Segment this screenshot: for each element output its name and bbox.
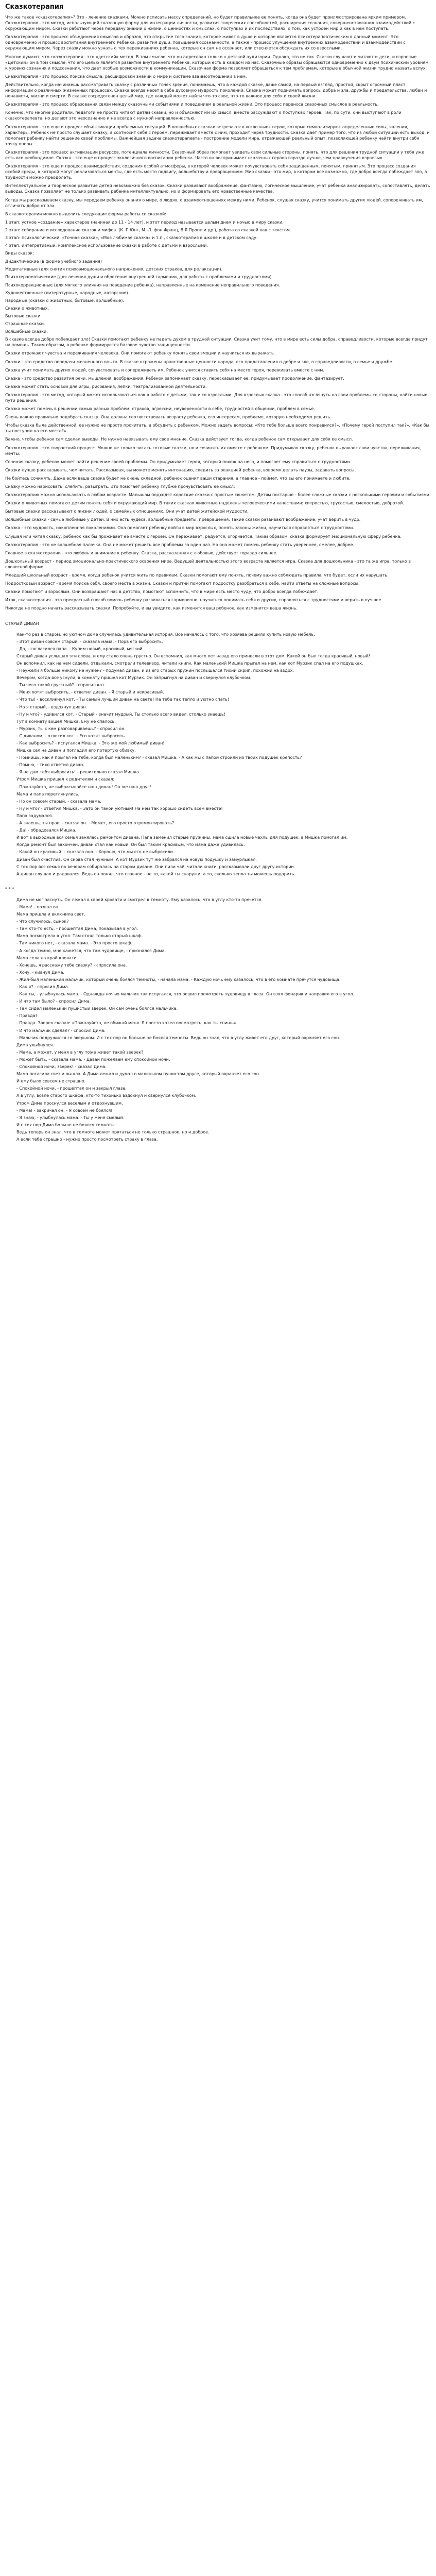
list-item: 3 этап: психологический: «Точная сказка», «Моя любимая сказка» и т.п., сказкотерапия в школе и в детском саду. xyxy=(5,235,258,240)
article-title: Сказкотерапия xyxy=(5,3,64,11)
list-item: 4 этап: интегративный: комплексное использование сказки в работе с детьми и взрослыми. xyxy=(5,243,208,248)
story-line: - Как я? - спросил Дима. xyxy=(16,985,69,989)
story-line: Старый диван услышал эти слова, и ему стало очень грустно. Он вспомнил, как много лет назад его принесли в этот дом. Какой он был тогда красивый, новый! xyxy=(16,653,371,658)
paragraph: Сказки о животных помогают детям понять себя и окружающий мир. В таких сказках животные наделены человеческими качествами: хитростью, трусостью, смелостью, добротой. xyxy=(5,501,404,506)
story-line: - Что ты! - воскликнул кот. - Ты самый лучший диван на свете! На тебе так тепло и уютно спать! xyxy=(16,697,230,702)
paragraph: Интеллектуальное и творческое развитие детей невозможно без сказок. Сказки развивают воображение, фантазию, логическое мышление, учат ребенка анализировать, сопоставлять, делать выводы. Сказка позволяет не только развивать ребенка интеллектуально, но и формировать его нравственные качества. xyxy=(5,183,430,194)
story-line: И вот в выходные вся семья занялась ремонтом дивана. Папа заменил старые пружины, мама сшила новые чехлы для подушек, а Мишка помогал им. xyxy=(16,835,348,840)
paragraph: Сочиняя сказку, ребенок может найти решение своей проблемы. Он придумывает героя, который похож на него, и помогает ему справиться с трудностями. xyxy=(5,459,352,464)
paragraph: Сказкотерапия - это не волшебная палочка. Она не может решить все проблемы за один раз. Но она может помочь ребенку стать увереннее, смелее, добрее. xyxy=(5,542,355,547)
story-line: - Там сидел маленький пушистый зверек. Он сам очень боялся мальчика. xyxy=(16,1006,178,1011)
story-line: - Ну и что? - ответил Мишка. - Зато он такой уютный! На нем так хорошо сидеть всем вместе! xyxy=(16,806,223,811)
paragraph: В сказке всегда добро побеждает зло! Сказки помогают ребенку не падать духом в трудной ситуации. Сказка учит тому, что в мире есть силы добра, справедливости, которые всегда придут на помощь. Таким образом, в ребенке формируется базовое чувство защищенности. xyxy=(5,337,428,348)
story-line: - Хочешь, я расскажу тебе сказку? - спросила она. xyxy=(16,962,127,968)
story-line: - Хочу, - кивнул Дима. xyxy=(16,970,65,975)
story-line: Тут в комнату вошел Мишка. Ему не спалось. xyxy=(16,719,116,724)
story-line: - Правда. Зверек сказал: «Пожалуйста, не обижай меня. Я просто хотел посмотреть, как ты спишь». xyxy=(16,1021,238,1026)
intro-section xyxy=(5,14,431,209)
story-line: Утром Мишка пришел к родителям и сказал: xyxy=(16,777,115,782)
paragraph: Итак, сказкотерапия - это прекрасный способ помочь ребенку развиваться гармонично, научиться понимать себя и других, справляться с трудностями и верить в лучшее. xyxy=(5,598,382,603)
story-line: Утром Дима проснулся веселым и отдохнувшим. xyxy=(16,1100,123,1106)
story-line: - А знаешь, ты прав, - сказал он. - Может, его просто отремонтировать? xyxy=(16,821,175,826)
paragraph: Конечно, что многие родители, педагоги не просто читают детям сказки, но и объясняют им их смысл, вместе рассуждают о поступках героев. Так, по сути, они выступают в роли сказкотерапевта, но делают это неосознанно и не всегда с нужной направленностью. xyxy=(5,110,402,121)
story-line: - Спокойной ночи, зверек! - сказал Дима. xyxy=(16,1064,107,1070)
paragraph: Волшебные сказки - самые любимые у детей. В них есть чудеса, волшебные предметы, превращения. Такие сказки развивают воображение, учат верить в чудо. xyxy=(5,517,361,522)
paragraph: Сказка учит понимать других людей, сочувствовать и сопереживать им. Ребенок учится ставить себя на место героя, переживать вместе с ним. xyxy=(5,367,324,372)
forms-heading: В сказкотерапии можно выделить следующие формы работы со сказкой: xyxy=(5,211,166,216)
story-line: Мама пришла и включила свет. xyxy=(16,912,85,917)
story2-section xyxy=(5,897,431,1142)
paragraph: Сказку можно нарисовать, слепить, разыграть. Это помогает ребенку глубже прочувствовать ее смысл. xyxy=(5,484,235,489)
paragraph: Сказки лучше рассказывать, чем читать. Рассказывая, вы можете менять интонацию, следить за реакцией ребенка, вовремя делать паузы, задавать вопросы. xyxy=(5,467,356,472)
story-line: - Ну и что? - удивился кот. - Старый - значит мудрый. Ты столько всего видел, столько знаешь! xyxy=(16,711,225,717)
paragraph: Сказкотерапия - это еще и процесс объективации проблемных ситуаций. В волшебных сказках встречаются «сквозные» герои, которые символизируют определенные силы, явления, характеры. Ребенок не просто слушает сказку, а соотносит себя с героем, переживает вместе с ним, проходит через трудности. Сказка дает пример того, что из любой ситуации есть выход, и помогает ребенку найти решение своей проблемы. Важнейшая задача сказкотерапевта - построение модели мира, отражающей реальный опыт, позволяющей ребенку найти внутри себя точку опоры. xyxy=(5,124,430,146)
story-line: - Там кто-то есть, - прошептал Дима, показывая в угол. xyxy=(16,926,138,931)
story-line: Папа задумался. xyxy=(16,813,53,818)
paragraph: Сказки - это средство передачи жизненного опыта. В сказке отражены нравственные ценности народа, его представления о добре и зле, о справедливости, о семье и дружбе. xyxy=(5,359,394,364)
story-line: - Жил-был маленький мальчик, который очень боялся темноты, - начала мама. - Каждую ночь ему казалось, что в его комнате прячутся чудовища. xyxy=(16,977,341,982)
story-line: - Этот диван совсем старый, - сказала мама. - Пора его выбросить. xyxy=(16,639,163,644)
story-line: А если тебе страшно - нужно просто посмотреть страху в глаза. xyxy=(16,1137,158,1142)
story-line: А в углу, возле старого шкафа, кто-то тихонько вздохнул и свернулся клубочком. xyxy=(16,1093,197,1098)
story-line: - И что мальчик сделал? - спросил Дима. xyxy=(16,1028,106,1033)
types-heading: Виды сказок: xyxy=(5,251,34,256)
types-section xyxy=(5,250,431,334)
paragraph: Сказкотерапия - это процесс образования связи между сказочными событиями и поведением в реальной жизни. Это процесс переноса сказочных смыслов в реальность. xyxy=(5,102,379,107)
story-line: - Ты чего такой грустный? - спросил кот. xyxy=(16,683,106,688)
paragraph: Что же такое «сказкотерапия»? Это - лечение сказками. Можно исписать массу определений, но будет правильнее ее понять, когда она будет проиллюстрирована ярким примером. Сказкотерапия - это метод, использующий сказочную форму для интеграции личности, развития творческих способностей, расширения сознания, совершенствования взаимодействий с окружающим миром. Сказки работают через передачу знаний о жизни, о ценностях и смыслах, о поступках и их последствиях, о том, как устроен мир и как в нем поступать. xyxy=(5,15,415,31)
paragraph: Подростковый возраст - время поиска себя, своего места в жизни. Сказки и притчи помогают подростку разобраться в себе, найти ответы на сложные вопросы. xyxy=(5,581,360,586)
body-section xyxy=(5,336,431,611)
paragraph: Важно, чтобы ребенок сам сделал выводы. Не нужно навязывать ему свое мнение. Сказка действует тогда, когда ребенок сам открывает для себя ее смысл. xyxy=(5,437,353,442)
list-item: 1 этап: устное «создание» характеров (начиная до 11 - 14 лет), и этот период называется целым днем и ночью в миру сказки. xyxy=(5,219,284,225)
story-line: - И что там было? - спросил Дима. xyxy=(16,999,91,1004)
story-line: - Неужели я больше никому не нужен? - подумал диван, и из его старых пружин послышался тихий скрип, похожий на вздох. xyxy=(16,668,294,673)
story-line: - Я не дам тебя выбросить! - решительно сказал Мишка. xyxy=(16,770,141,775)
paragraph: Чтобы сказка была действенной, ее нужно не просто прочитать, а обсудить с ребенком. Можно задать вопросы: «Кто тебе больше всего понравился?», «Почему герой поступил так?», «Как бы ты поступил на его месте?». xyxy=(5,423,429,434)
paragraph: Сказка может стать основой для игры, рисования, лепки, театрализованной деятельности. xyxy=(5,384,207,389)
paragraph: Многие думают, что сказкотерапия - это «детский» метод. В том смысле, что он адресован только к детской аудитории. Однако, это не так. Сказки слушают и читают и дети, и взрослые. «Детский» он в том смысле, что его целью является развитие внутреннего Ребенка, который есть в каждом из нас. Сказочные образы обращаются одновременно к двум психическим уровням: к уровню сознания и подсознания, что дает особые возможности в коммуникации. Сказочная форма позволяет обращаться к тем проблемам, которые в обычной жизни трудно назвать вслух. xyxy=(5,54,430,71)
paragraph: Сказки помогают и взрослым. Они возвращают нас в детство, помогают вспомнить, что в мире есть место чуду, что добро всегда побеждает. xyxy=(5,589,319,595)
story-line: Дима улыбнулся. xyxy=(16,1042,54,1047)
article-page xyxy=(0,0,436,1154)
story-line: - Мама! - закричал он. - Я совсем не боялся! xyxy=(16,1108,113,1113)
story-line: - С диваном, - ответил кот. - Его хотят выбросить. xyxy=(16,733,126,738)
paragraph: Действительно, когда начинаешь рассматривать сказку с различных точек зрения, понимаешь, что в каждой сказке, даже самой, на первый взгляд, простой, скрыт огромный пласт информации о различных жизненных процессах. Сказка всегда несет в себе духовную мудрость поколений. Сказка может поднимать вопросы добра и зла, дружбы и предательства, любви и ненависти, жизни и смерти. В сказке сосредоточен целый мир, где каждый может найти что-то свое, что-то важное для себя и своей жизни. xyxy=(5,82,427,99)
story-line: - Спокойной ночи, - прошептал он и закрыл глаза. xyxy=(16,1086,127,1091)
list-item: Художественные (литературные, народные, авторские). xyxy=(5,290,130,295)
story-line: С тех пор вся семья по вечерам собиралась на старом диване. Они пили чай, читали книги, рассказывали друг другу истории. xyxy=(16,864,295,869)
list-item: 2 этап: собирание и исследование сказок и мифов. (К.-Г.Юнг, М.-Л. фон Франц, В.Я.Пропп и др.), работа со сказкой как с текстом. xyxy=(5,227,291,232)
story-line: - Мурзик, ты с кем разговариваешь? - спросил он. xyxy=(16,726,126,731)
story-section xyxy=(5,632,431,877)
story-line: - Помнишь, как я прыгал на тебе, когда был маленьким? - сказал Мишка. - А как мы с папой строили из твоих подушек крепость? xyxy=(16,755,302,760)
story-line: Диван был счастлив. Он снова стал нужным. А кот Мурзик тут же забрался на новую подушку и замурлыкал. xyxy=(16,857,257,862)
paragraph: Не бойтесь сочинять. Даже если ваша сказка будет не очень складной, ребенок оценит ваши старания, а главное - поймет, что вы его понимаете и любите. xyxy=(5,476,351,481)
story-line: - Пожалуйста, не выбрасывайте наш диван! Он же наш друг! xyxy=(16,784,151,789)
story-line: Мама посмотрела в угол. Там стоял только старый шкаф. xyxy=(16,934,143,939)
section-separator: * * * xyxy=(5,886,14,891)
story-line: Мама села на край кровати. xyxy=(16,955,78,960)
story-line: - Но он совсем старый, - сказала мама. xyxy=(16,799,101,804)
story-line: Ведь теперь он знал, что в темноте может прятаться не только страшное, но и доброе. xyxy=(16,1129,210,1134)
list-item: Страшные сказки. xyxy=(5,321,45,327)
list-item: Бытовые сказки. xyxy=(5,313,42,318)
paragraph: Никогда не поздно начать рассказывать сказки. Попробуйте, и вы увидите, как изменится ваш ребенок, как изменится ваша жизнь. xyxy=(5,606,298,611)
story-line: - Да, - согласился папа. - Купим новый, красивый, мягкий. xyxy=(16,646,144,651)
paragraph: Очень важно правильно подобрать сказку. Она должна соответствовать возрасту ребенка, его интересам, проблеме, которую необходимо решить. xyxy=(5,415,332,420)
story-line: - Но я старый, - вздохнул диван. xyxy=(16,704,88,709)
paragraph: Сказка может помочь в решении самых разных проблем: страхов, агрессии, неуверенности в себе, трудностей в общении, проблем в семье. xyxy=(5,406,315,412)
story-line: - Там никого нет, - сказала мама. - Это просто шкаф. xyxy=(16,941,132,946)
story-line: Вечером, когда все уснули, в комнату пришел кот Мурзик. Он запрыгнул на диван и свернулся клубочком. xyxy=(16,675,252,681)
story-line: И с тех пор Дима больше не боялся темноты. xyxy=(16,1122,116,1127)
paragraph: Сказки отражают чувства и переживания человека. Они помогают ребенку понять свои эмоции и научиться их выражать. xyxy=(5,351,275,356)
paragraph: Младший школьный возраст - время, когда ребенок учится жить по правилам. Сказки помогают ему понять, почему важно соблюдать правила, что будет, если их нарушать. xyxy=(5,573,389,578)
story-line: - Может быть, - сказала мама. - Давай пожелаем ему спокойной ночи. xyxy=(16,1057,170,1062)
paragraph: Главное в сказкотерапии - это любовь и внимание к ребенку. Сказка, рассказанная с любовью, действует гораздо сильнее. xyxy=(5,550,277,555)
list-item: Медитативные (для снятия психоэмоционального напряжения, детских страхов, для релаксации). xyxy=(5,267,223,272)
list-item: Волшебные сказки. xyxy=(5,329,48,334)
story-line: - Я знаю, - улыбнулась мама. - Ты у меня смелый. xyxy=(16,1115,125,1120)
paragraph: Сказкотерапию можно использовать в любом возрасте. Малышам подходят короткие сказки с простым сюжетом. Детям постарше - более сложные сказки с несколькими героями и событиями. xyxy=(5,493,431,498)
paragraph: Дошкольный возраст - период эмоционально-практического освоения мира. Ведущей деятельностью этого возраста является игра. Сказка для дошкольника - это та же игра, только в словесной форме. xyxy=(5,558,411,569)
list-item: Психокоррекционные (для мягкого влияния на поведение ребенка), направленные на изменение неправильного поведения. xyxy=(5,282,280,287)
story-line: - Что случилось, сынок? xyxy=(16,919,69,924)
story-line: Когда ремонт был закончен, диван стал как новый. Он был таким красивым, что мама даже удивилась. xyxy=(16,842,245,848)
story-line: - Как ты, - улыбнулась мама. - Однажды ночью мальчик так испугался, что решил посмотреть чудовищу в глаза. Он взял фонарик и направил его в угол. xyxy=(16,992,354,997)
list-item: Сказки о животных. xyxy=(5,306,49,311)
story-line: А диван слушал и радовался. Ведь он понял, что главное - не то, какой ты снаружи, а то, сколько тепла ты можешь подарить. xyxy=(16,871,295,876)
story-line: - Мама, а может, у меня в углу тоже живет такой зверек? xyxy=(16,1049,144,1055)
story-line: - Какой он красивый! - сказала она. - Хорошо, что мы его не выбросили. xyxy=(16,850,175,855)
story-line: - Правда? xyxy=(16,1013,38,1019)
story-line: Он вспомнил, как на нем сидели, отдыхали, смотрели телевизор, читали книги. Как маленький Мишка прыгал на нем, как кот Мурзик спал на его подушках. xyxy=(16,660,363,666)
story-line: - Меня хотят выбросить, - ответил диван. - Я старый и некрасивый. xyxy=(16,690,164,695)
list-item: Дидактические (в форме учебного задания) xyxy=(5,259,102,264)
forms-section xyxy=(5,211,431,248)
paragraph: Когда мы рассказываем сказку, мы передаем ребенку знания о мире, о людях, о взаимоотношениях между ними. Ребенок, слушая сказку, учится понимать других людей, сопереживать им, отличать добро от зла. xyxy=(5,197,423,208)
story-line: Как-то раз в старом, но уютном доме случилась удивительная история. Все началось с того, что хозяева решили купить новую мебель. xyxy=(16,632,315,637)
story-title: СТАРЫЙ ДИВАН xyxy=(5,621,39,626)
paragraph: Сказкотерапия - это процесс активизации ресурсов, потенциала личности. Сказочный образ помогает увидеть свои сильные стороны, понять, что для решения трудной ситуации у тебя уже есть все необходимое. Сказка - это еще и процесс экологичного воспитания ребенка. Часто он воспринимает сказочных героев гораздо лучше, чем нравоучения взрослых. xyxy=(5,149,425,160)
paragraph: Сказкотерапия - это процесс объединения смыслов и образов, это открытие того знания, которое живет в душе и которое является психотерапевтическим в данный момент. Это одновременно и процесс воспитания внутреннего Ребенка, развития души, повышения осознанности, а также - процесс улучшения внутренних взаимодействий и взаимодействий с окружающим миром. Через сказку можно узнать о тех переживаниях ребенка, которые он сам не осознает, или стесняется обсуждать их со взрослыми. xyxy=(5,35,406,51)
story-line: - Мама! - позвал он. xyxy=(16,904,60,909)
list-item: Психотерапевтические (для лечения души и обретения внутренней гармонии, для работы с проблемами и трудностями). xyxy=(5,275,273,280)
story-line: - Да! - обрадовался Мишка. xyxy=(16,828,77,833)
paragraph: Бытовые сказки рассказывают о жизни людей, о семейных отношениях. Они учат детей житейской мудрости. xyxy=(5,509,249,514)
paragraph: Слушая или читая сказку, ребенок как бы проживает ее вместе с героем. Он переживает, радуется, огорчается. Таким образом, сказка формирует эмоциональную сферу ребенка. xyxy=(5,534,402,539)
story-line: - А когда темно, мне кажется, что там чудовище, - признался Дима. xyxy=(16,948,166,953)
story-line: Мама и папа переглянулись. xyxy=(16,791,80,796)
story-line: Дима не мог заснуть. Он лежал в своей кровати и смотрел в темноту. Ему казалось, что в углу кто-то прячется. xyxy=(16,897,263,902)
story-line: И ему было совсем не страшно. xyxy=(16,1079,86,1084)
story-line: Мама погасила свет и вышла. А Дима лежал и думал о маленьком пушистом друге, который охраняет его сон. xyxy=(16,1072,260,1077)
paragraph: Сказкотерапия - это творческий процесс. Можно не только читать готовые сказки, но и сочинять их вместе с ребенком. Придумывая сказку, ребенок выражает свои чувства, переживания, мечты. xyxy=(5,445,421,456)
story-line: - Как выбросить? - испугался Мишка. - Это же мой любимый диван! xyxy=(16,741,165,745)
list-item: Народные (сказки о животных, бытовые, волшебные). xyxy=(5,298,124,303)
paragraph: Сказкотерапия - это еще и процесс взаимодействия, создания особой атмосферы, в которой человек может почувствовать себя защищенным, понятым, принятым. Это процесс создания особой среды, в которой могут реализоваться мечты, где есть место подвигу, волшебству и превращениям. Мир сказки - это мир, в котором все возможно, где добро всегда побеждает зло, а трудности можно преодолеть. xyxy=(5,164,427,180)
story-line: Мишка сел на диван и погладил его потертую обивку. xyxy=(16,748,136,753)
story-line: - Помню, - тихо ответил диван. xyxy=(16,762,84,768)
paragraph: Сказка - это средство развития речи, мышления, воображения. Ребенок запоминает сказку, пересказывает ее, придумывает продолжение, фантазирует. xyxy=(5,376,344,381)
paragraph: Сказкотерапия - это метод, который может использоваться как в работе с детьми, так и со взрослыми. Для взрослых сказка - это способ взглянуть на свои проблемы со стороны, найти новые пути решения. xyxy=(5,392,428,403)
paragraph: Сказка - это мудрость, накопленная поколениями. Она помогает ребенку войти в мир взрослых, понять законы жизни, научиться справляться с трудностями. xyxy=(5,526,354,531)
story-line: - Мальчик подружился со зверьком. И с тех пор он больше не боялся темноты. Ведь он знал, что в углу живет его друг, который охраняет его сон. xyxy=(16,1035,340,1040)
paragraph: Сказкотерапия - это процесс поиска смысла, расшифровки знаний о мире и системе взаимоотношений в нем. xyxy=(5,74,247,79)
